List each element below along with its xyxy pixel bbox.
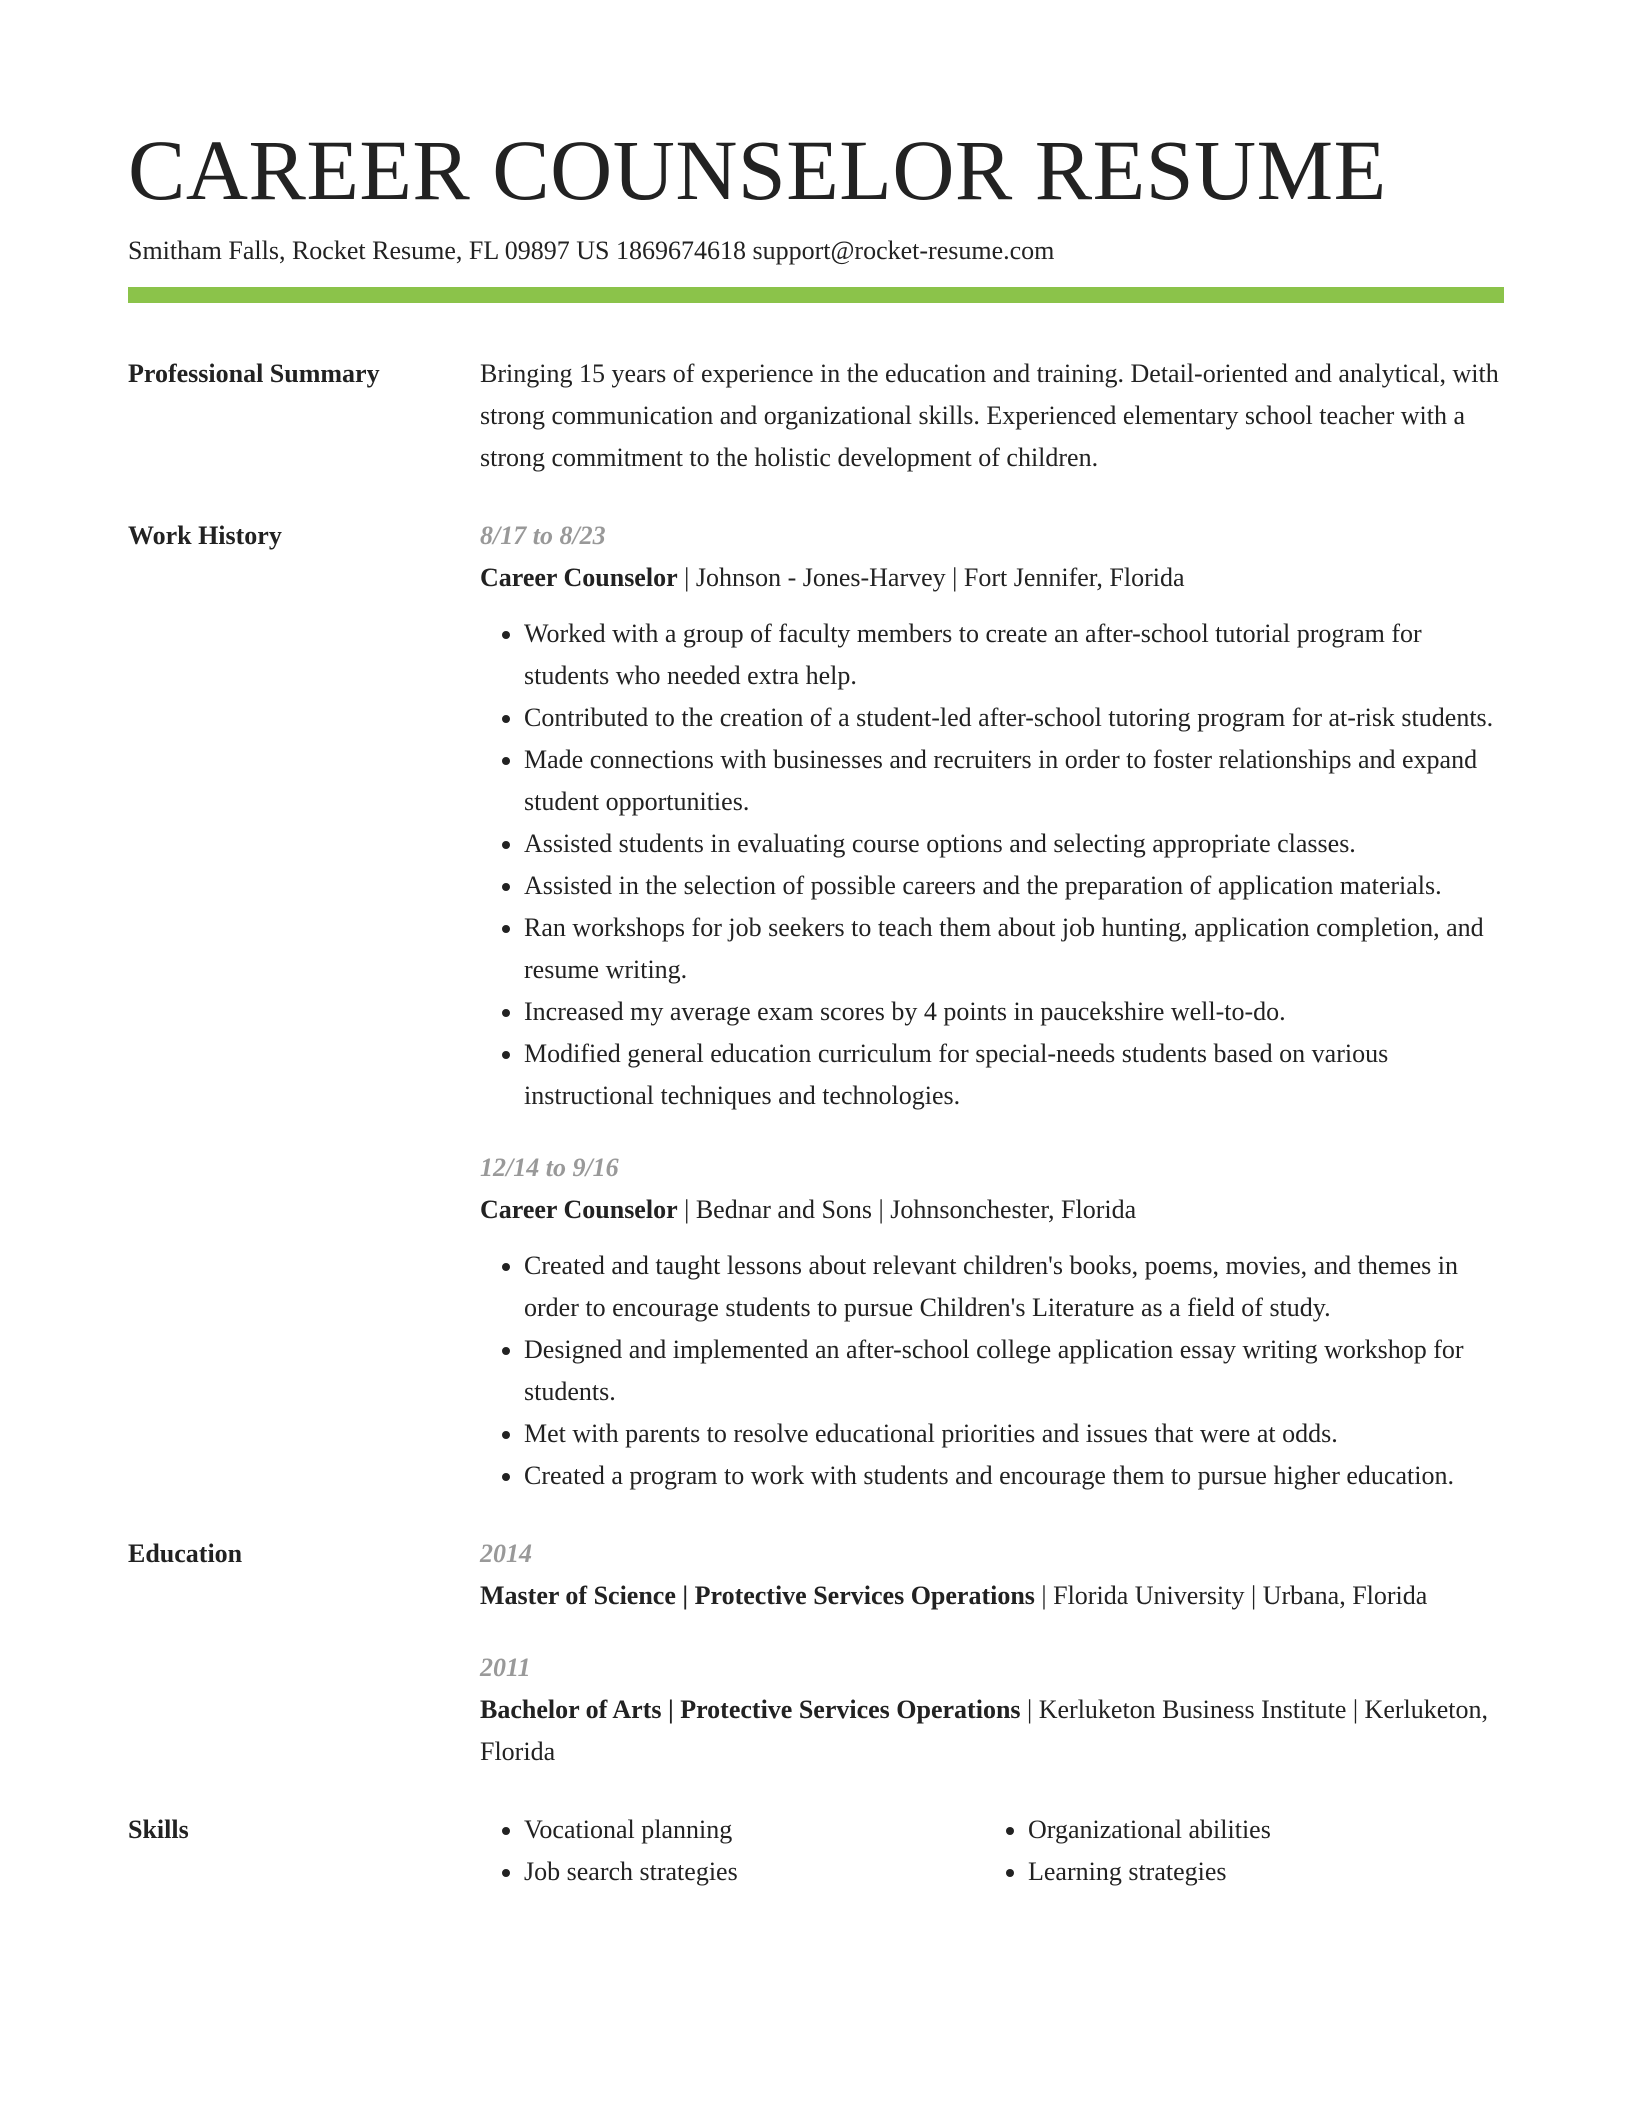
education-line [480,1575,1504,1617]
job-title: Career Counselor [480,1195,678,1224]
job-header [480,557,1504,599]
work-history-heading: Work History [128,521,282,550]
list-item: • Learning strategies [1028,1851,1488,1893]
skills-section [128,1809,1504,1893]
job-details: | Johnson - Jones-Harvey | Fort Jennifer, Florida [677,563,1185,592]
list-item: • Worked with a group of faculty members to create an after-school tutorial program for students who needed extra help. [524,613,1504,697]
list-item: • Made connections with businesses and recruiters in order to foster relationships and expand student opportunities. [524,739,1504,823]
list-item: • Assisted students in evaluating course options and selecting appropriate classes. [524,823,1504,865]
summary-section [128,353,1504,479]
education-entry [480,1647,1504,1773]
job-date: 8/17 to 8/23 [480,521,606,550]
accent-divider [128,287,1504,303]
list-item: • Assisted in the selection of possible careers and the preparation of application materials. [524,865,1504,907]
job-bullets [480,613,1504,1117]
list-item: • Increased my average exam scores by 4 points in paucekshire well-to-do. [524,991,1504,1033]
list-item: • Vocational planning [524,1809,984,1851]
degree-name: Bachelor of Arts | Protective Services Operations [480,1695,1021,1724]
skills-heading: Skills [128,1815,189,1844]
skills-column-1 [480,1809,984,1893]
education-year: 2014 [480,1539,532,1568]
list-item: • Created and taught lessons about relevant children's books, poems, movies, and themes in order to encourage students to pursue Children's Literature as a field of study. [524,1245,1504,1329]
list-item: • Ran workshops for job seekers to teach them about job hunting, application completion, and resume writing. [524,907,1504,991]
list-item: • Contributed to the creation of a student-led after-school tutoring program for at-risk students. [524,697,1504,739]
job-title: Career Counselor [480,563,678,592]
list-item: • Met with parents to resolve educational priorities and issues that were at odds. [524,1413,1504,1455]
work-history-section [128,515,1504,1497]
contact-line: Smitham Falls, Rocket Resume, FL 09897 US 1869674618 support@rocket-resume.com [128,236,1055,265]
education-year: 2011 [480,1653,531,1682]
job-entry [480,1147,1504,1497]
education-entry [480,1533,1504,1617]
skills-column-2 [984,1809,1488,1893]
job-date: 12/14 to 9/16 [480,1153,619,1182]
job-bullets [480,1245,1504,1497]
degree-name: Master of Science | Protective Services Operations [480,1581,1035,1610]
list-item: • Job search strategies [524,1851,984,1893]
education-line [480,1689,1504,1773]
list-item: • Modified general education curriculum for special-needs students based on various instructional techniques and technologies. [524,1033,1504,1117]
job-entry [480,515,1504,1117]
resume-title: CAREER COUNSELOR RESUME [128,122,1387,218]
education-heading: Education [128,1539,243,1568]
school-details: | Florida University | Urbana, Florida [1034,1581,1428,1610]
resume-page [128,118,1504,1893]
job-details: | Bednar and Sons | Johnsonchester, Florida [677,1195,1137,1224]
job-header [480,1189,1504,1231]
school-details: | Kerluketon Business Institute | Kerluketon, Florida [480,1695,1489,1766]
list-item: • Organizational abilities [1028,1809,1488,1851]
summary-heading: Professional Summary [128,359,380,388]
summary-text: Bringing 15 years of experience in the education and training. Detail-oriented and analytical, with strong communication and organizational skills. Experienced elementary school teacher with a strong commitment to the holistic development of children. [480,359,1499,472]
list-item: • Designed and implemented an after-school college application essay writing workshop for students. [524,1329,1504,1413]
skills-columns [480,1809,1504,1893]
education-section [128,1533,1504,1773]
list-item: • Created a program to work with students and encourage them to pursue higher education. [524,1455,1504,1497]
